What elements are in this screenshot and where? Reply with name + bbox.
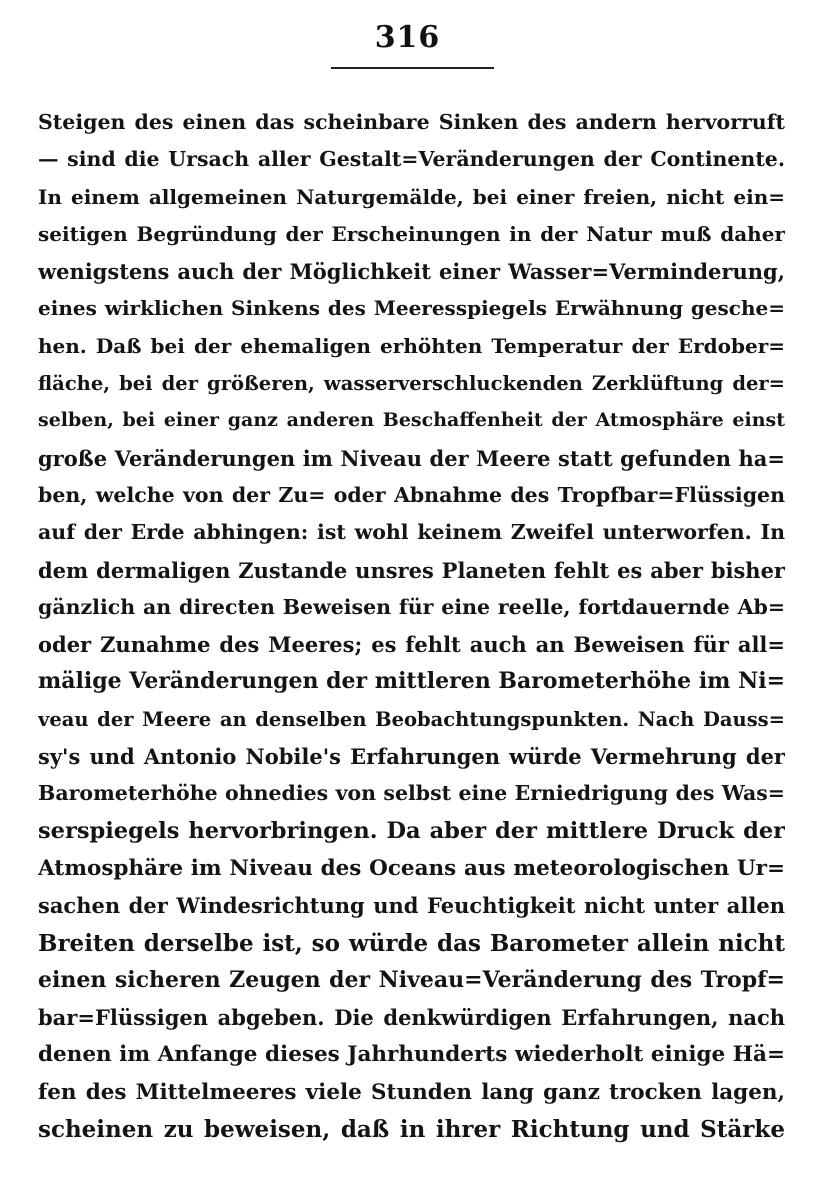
text-line: — sind die Ursach aller Gestalt=Veränderungen der Continente.: [38, 147, 785, 172]
text-line: gänzlich an directen Beweisen für eine reelle, fortdauernde Ab=: [38, 594, 785, 619]
text-line: fen des Mittelmeeres viele Stunden lang ganz trocken lagen,: [38, 1079, 785, 1105]
text-line: denen im Anfange dieses Jahrhunderts wiederholt einige Hä=: [38, 1042, 785, 1068]
text-line: bar=Flüssigen abgeben. Die denkwürdigen Erfahrungen, nach: [38, 1005, 785, 1031]
text-line: auf der Erde abhingen: ist wohl keinem Zweifel unterworfen. In: [38, 520, 785, 545]
text-line: Breiten derselbe ist, so würde das Barometer allein nicht: [38, 929, 785, 957]
text-line: sy's und Antonio Nobile's Erfahrungen würde Vermehrung der: [38, 744, 785, 770]
header-rule: [331, 67, 494, 69]
text-line: scheinen zu beweisen, daß in ihrer Richtung und Stärke: [38, 1116, 785, 1144]
text-line: Steigen des einen das scheinbare Sinken des andern hervorruft: [38, 110, 785, 134]
text-line: oder Zunahme des Meeres; es fehlt auch an Beweisen für all=: [38, 632, 785, 658]
text-line: mälige Veränderungen der mittleren Barometerhöhe im Ni=: [38, 668, 785, 695]
text-line: veau der Meere an denselben Beobachtungspunkten. Nach Dauss=: [38, 707, 785, 731]
body-text: [38, 104, 785, 1148]
text-line: hen. Daß bei der ehemaligen erhöhten Temperatur der Erdober=: [38, 333, 785, 358]
text-line: große Veränderungen im Niveau der Meere statt gefunden ha=: [38, 445, 785, 471]
text-line: wenigstens auch der Möglichkeit einer Wasser=Verminderung,: [38, 259, 785, 285]
text-line: einen sicheren Zeugen der Niveau=Veränderung des Tropf=: [38, 966, 785, 993]
text-line: In einem allgemeinen Naturgemälde, bei einer freien, nicht ein=: [38, 184, 785, 209]
text-line: Barometerhöhe ohnedies von selbst eine Erniedrigung des Was=: [38, 781, 785, 806]
text-line: eines wirklichen Sinkens des Meeresspiegels Erwähnung gesche=: [38, 296, 785, 321]
text-line: selben, bei einer ganz anderen Beschaffenheit der Atmosphäre einst: [38, 409, 785, 432]
page-number: 316: [374, 20, 441, 55]
text-line: dem dermaligen Zustande unsres Planeten fehlt es aber bisher: [38, 557, 785, 583]
text-line: seitigen Begründung der Erscheinungen in der Natur muß daher: [38, 221, 785, 246]
text-line: fläche, bei der größeren, wasserverschluckenden Zerklüftung der=: [38, 372, 785, 396]
text-line: ben, welche von der Zu= oder Abnahme des Tropfbar=Flüssigen: [38, 482, 785, 507]
text-line: Atmosphäre im Niveau des Oceans aus meteorologischen Ur=: [38, 855, 785, 881]
text-line: sachen der Windesrichtung und Feuchtigkeit nicht unter allen: [38, 893, 785, 919]
text-line: serspiegels hervorbringen. Da aber der mittlere Druck der: [38, 817, 785, 844]
